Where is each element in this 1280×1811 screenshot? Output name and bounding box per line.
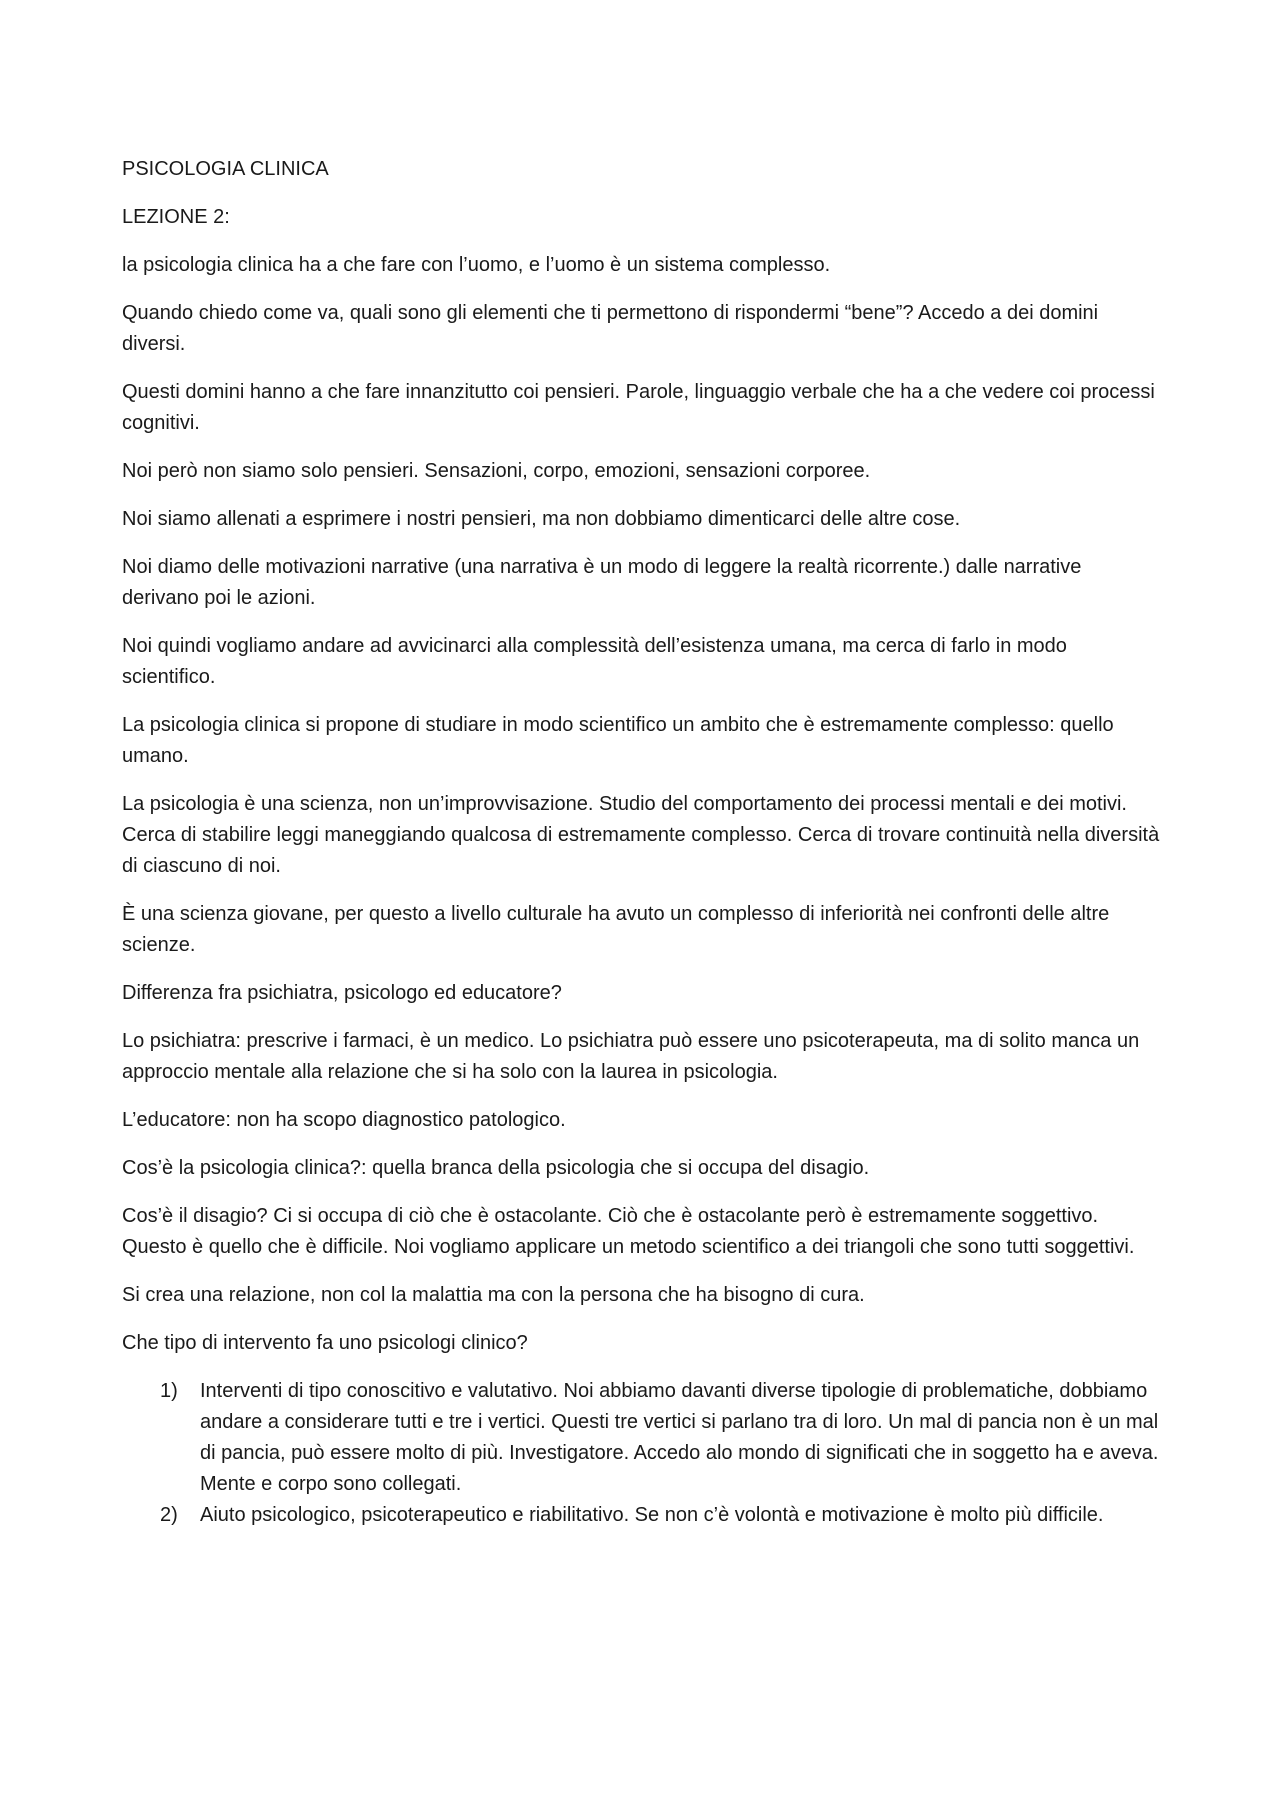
paragraph: Noi quindi vogliamo andare ad avvicinarci alla complessità dell’esistenza umana, ma cerca di farlo in modo scientifico.: [122, 635, 1067, 688]
paragraph: La psicologia è una scienza, non un’improvvisazione. Studio del comportamento dei processi mentali e dei motivi. Cerca di stabilire leggi maneggiando qualcosa di estremamente complesso. Cerca di trovare continuità nella diversità di ciascuno di noi.: [122, 793, 1160, 877]
list-number: 1): [160, 1380, 178, 1402]
paragraph: Cos’è la psicologia clinica?: quella branca della psicologia che si occupa del disagio.: [122, 1157, 870, 1179]
paragraph: Noi diamo delle motivazioni narrative (una narrativa è un modo di leggere la realtà ricorrente.) dalle narrative derivano poi le azioni.: [122, 556, 1082, 609]
lesson-heading: LEZIONE 2:: [122, 206, 230, 228]
paragraph: Si crea una relazione, non col la malattia ma con la persona che ha bisogno di cura.: [122, 1284, 865, 1306]
paragraph: la psicologia clinica ha a che fare con l’uomo, e l’uomo è un sistema complesso.: [122, 254, 831, 276]
document-title: PSICOLOGIA CLINICA: [122, 158, 329, 180]
paragraph: La psicologia clinica si propone di studiare in modo scientifico un ambito che è estremamente complesso: quello umano.: [122, 714, 1114, 767]
paragraph: Cos’è il disagio? Ci si occupa di ciò che è ostacolante. Ciò che è ostacolante però è estremamente soggettivo. Questo è quello che è difficile. Noi vogliamo applicare un metodo scientifico a dei triangoli che sono tutti soggettivi.: [122, 1205, 1135, 1258]
paragraph: Questi domini hanno a che fare innanzitutto coi pensieri. Parole, linguaggio verbale che ha a che vedere coi processi cognitivi.: [122, 381, 1155, 434]
list-number: 2): [160, 1504, 178, 1526]
list-item-text: Aiuto psicologico, psicoterapeutico e riabilitativo. Se non c’è volontà e motivazione è molto più difficile.: [200, 1504, 1104, 1526]
document-content: [122, 154, 1162, 1531]
intervention-list: [122, 1376, 1162, 1531]
list-item: [122, 1376, 1162, 1500]
list-item-text: Interventi di tipo conoscitivo e valutativo. Noi abbiamo davanti diverse tipologie di problematiche, dobbiamo andare a considerare tutti e tre i vertici. Questi tre vertici si parlano tra di loro. Un mal di pancia non è un mal di pancia, può essere molto di più. Investigatore. Accedo alo mondo di significati che in soggetto ha e aveva. Mente e corpo sono collegati.: [200, 1380, 1159, 1495]
paragraph: Che tipo di intervento fa uno psicologi clinico?: [122, 1332, 528, 1354]
paragraph: Noi però non siamo solo pensieri. Sensazioni, corpo, emozioni, sensazioni corporee.: [122, 460, 871, 482]
paragraph: Quando chiedo come va, quali sono gli elementi che ti permettono di rispondermi “bene”? Accedo a dei domini diversi.: [122, 302, 1099, 355]
paragraph: Differenza fra psichiatra, psicologo ed educatore?: [122, 982, 562, 1004]
list-item: [122, 1500, 1162, 1531]
paragraph: Noi siamo allenati a esprimere i nostri pensieri, ma non dobbiamo dimenticarci delle altre cose.: [122, 508, 961, 530]
paragraph: È una scienza giovane, per questo a livello culturale ha avuto un complesso di inferiorità nei confronti delle altre scienze.: [122, 903, 1110, 956]
paragraph: Lo psichiatra: prescrive i farmaci, è un medico. Lo psichiatra può essere uno psicoterapeuta, ma di solito manca un approccio mentale alla relazione che si ha solo con la laurea in psicologia.: [122, 1030, 1140, 1083]
paragraph: L’educatore: non ha scopo diagnostico patologico.: [122, 1109, 566, 1131]
